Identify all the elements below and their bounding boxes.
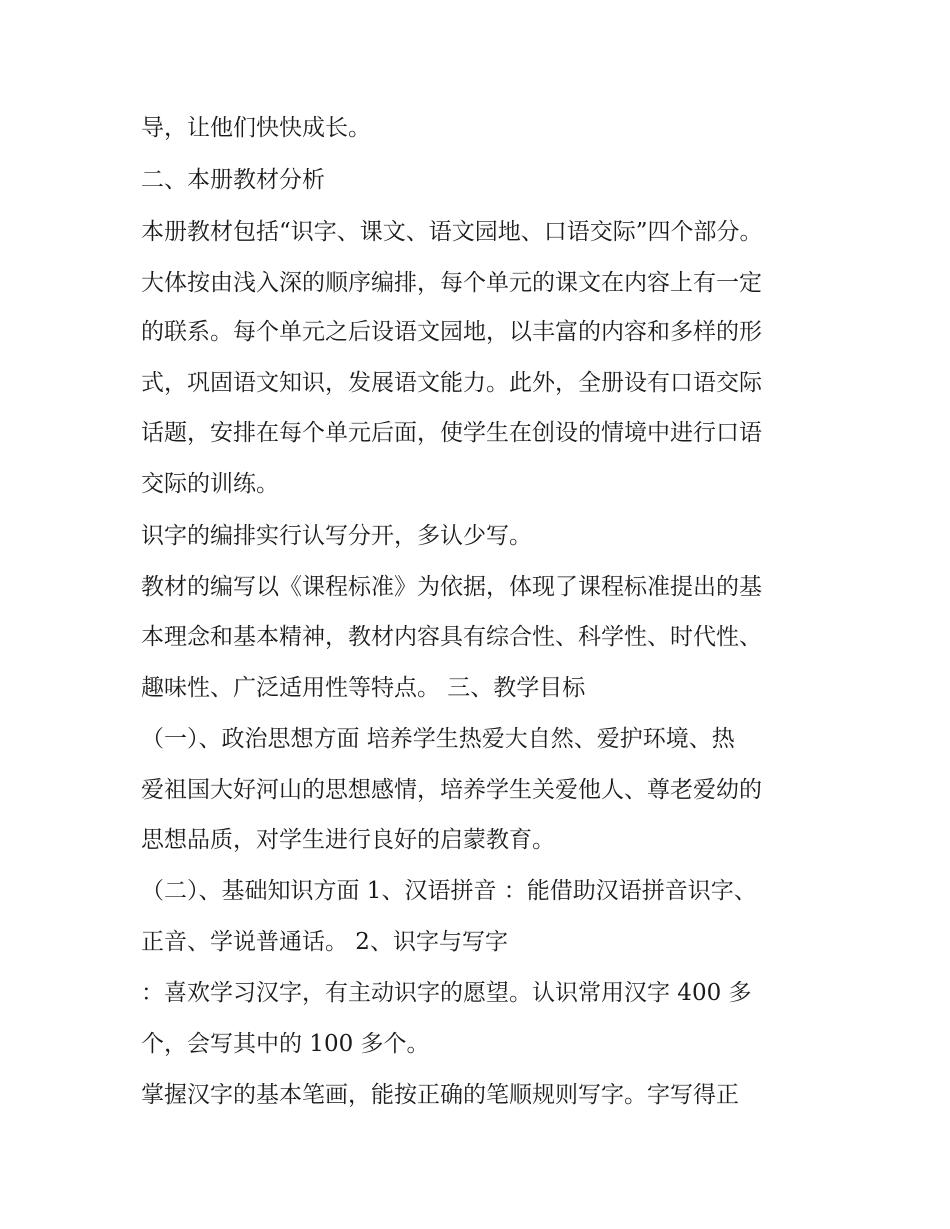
text-line: 识字的编排实行认写分开，多认少写。 [141, 523, 532, 549]
text-line: ：喜欢学习汉字，有主动识字的愿望。认识常用汉字 400 多 [141, 980, 752, 1006]
text-line: （二）、基础知识方面 1、汉语拼音 ：能借助汉语拼音识字、 [141, 878, 757, 904]
text-line: 正音、学说普通话。 2、识字与写字 [141, 929, 508, 955]
text-line: 大体按由浅入深的顺序编排，每个单元的课文在内容上有一定 [141, 270, 762, 296]
text-line: （一）、政治思想方面 培养学生热爱大自然、爱护环境、热 [141, 726, 735, 752]
section-heading: 二、本册教材分析 [141, 167, 325, 193]
text-line: 思想品质，对学生进行良好的启蒙教育。 [141, 827, 555, 853]
text-line: 导，让他们快快成长。 [141, 115, 371, 141]
text-line: 教材的编写以《课程标准》为依据，体现了课程标准提出的基 [141, 574, 762, 600]
text-line: 个，会写其中的 100 多个。 [141, 1031, 430, 1057]
text-line: 式，巩固语文知识，发展语文能力。此外，全册设有口语交际 [141, 370, 762, 396]
text-line: 本理念和基本精神，教材内容具有综合性、科学性、时代性、 [141, 624, 762, 650]
text-line: 本册教材包括“识字、课文、语文园地、口语交际”四个部分。 [141, 219, 763, 245]
text-line: 掌握汉字的基本笔画，能按正确的笔顺规则写字。字写得正 [141, 1082, 739, 1108]
text-line: 爱祖国大好河山的思想感情，培养学生关爱他人、尊老爱幼的 [141, 777, 762, 803]
text-line: 的联系。每个单元之后设语文园地，以丰富的内容和多样的形 [141, 319, 762, 345]
text-line: 话题，安排在每个单元后面，使学生在创设的情境中进行口语 [141, 420, 762, 446]
text-line: 趣味性、广泛适用性等特点。 三、教学目标 [141, 675, 586, 701]
text-line: 交际的训练。 [141, 471, 279, 497]
